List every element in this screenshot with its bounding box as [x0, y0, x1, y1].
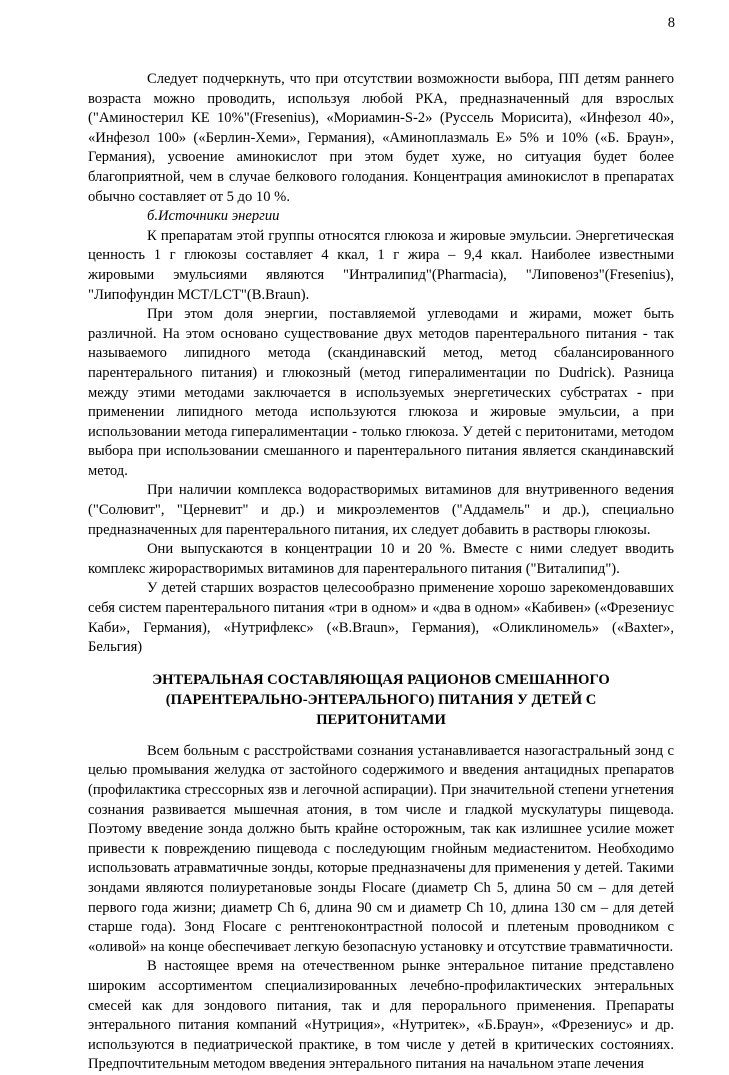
paragraph-energy-methods: При этом доля энергии, поставляемой углеводами и жирами, может быть различной. На этом основано существование двух методов парентерального питания - так называемого липидного метода (скандинавский метод, метод сбалансированного парентерального питания) и глюкозный (метод гипералиментации по Dudrick). Разница между этими методами заключается в используемых энергетических субстратах - при применении липидного метода используются глюкоза и жировые эмульсии, а при использовании метода гипералиментации - только глюкоза. У детей с перитонитами, методом выбора при использовании смешанного и парентерального питания является скандинавский метод.	[88, 306, 674, 479]
paragraph-amino-acids: Следует подчеркнуть, что при отсутствии возможности выбора, ПП детям раннего возраста можно проводить, используя любой РКА, предназначенный для взрослых ("Аминостерил КЕ 10%"(Fresenius), «Мориамин-S-2» (Руссель Морисита), «Инфезол 40», «Инфезол 100» («Берлин-Хеми», Германия), «Аминоплазмаль Е» 5% и 10% («Б. Браун», Германия), усвоение аминокислот при этом будет хуже, но ситуация будет более благоприятной, чем в случае белкового голодания. Концентрация аминокислот в препаратах обычно составляет от 5 до 10 %.	[88, 71, 674, 205]
page-number: 8	[667, 15, 675, 31]
section-heading: ЭНТЕРАЛЬНАЯ СОСТАВЛЯЮЩАЯ РАЦИОНОВ СМЕШАННОГО (ПАРЕНТЕРАЛЬНО-ЭНТЕРАЛЬНОГО) ПИТАНИЯ У ДЕТЕЙ С ПЕРИТОНИТАМИ	[152, 671, 610, 728]
page-content	[88, 70, 674, 1075]
subheading-energy-sources: б.Источники энергии	[147, 208, 280, 225]
paragraph-vitamins-water-soluble: При наличии комплекса водорастворимых витаминов для внутривенного ведения ("Солювит", "Церневит" и др.) и микроэлементов ("Аддамель" и др.), специально предназначенных для парентерального питания, их следует добавить в растворы глюкозы.	[88, 482, 674, 538]
paragraph-enteral-market: В настоящее время на отечественном рынке энтеральное питание представлено широким ассортиментом специализированных лечебно-профилактических энтеральных смесей как для зондового питания, так и для перорального применения. Препараты энтерального питания компаний «Нутриция», «Нутритек», «Б.Браун», «Фрезениус» и др. используются в педиатрической практике, в том числе у детей в критических состояниях. Предпочтительным методом введения энтерального питания на начальном этапе лечения	[88, 958, 674, 1073]
paragraph-nasogastric-tube: Всем больным с расстройствами сознания устанавливается назогастральный зонд с целью промывания желудка от застойного содержимого и введения антацидных препаратов (профилактика стрессорных язв и легочной аспирации). При значительной степени угнетения сознания развивается мышечная атония, в том числе и гладкой мускулатуры пищевода. Поэтому введение зонда должно быть крайне осторожным, так как излишнее усилие может привести к повреждению пищевода с последующим гнойным медиастенитом. Необходимо использовать атравматичные зонды, которые предназначены для применения у детей. Такими зондами являются полиуретановые зонды Flocare (диаметр Ch 5, длина 50 см – для детей первого года жизни; диаметр Ch 6, длина 90 см и диаметр Ch 10, длина 130 см – для детей старше года). Зонд Flocare с рентгеноконтрастной полосой и плетеным проводником с «оливой» на конце обеспечивает легкую безопасную установку и отсутствие травматичности.	[88, 742, 674, 955]
paragraph-vitamins-fat-soluble: Они выпускаются в концентрации 10 и 20 %. Вместе с ними следует вводить комплекс жирорастворимых витаминов для парентерального питания ("Виталипид").	[88, 541, 674, 577]
paragraph-all-in-one-systems: У детей старших возрастов целесообразно применение хорошо зарекомендовавших себя систем парентерального питания «три в одном» и «два в одном» «Кабивен» («Фрезениус Каби», Германия), «Нутрифлекс» («B.Braun», Германия), «Оликлиномель» («Baxter», Бельгия)	[88, 580, 674, 656]
paragraph-energy-preparations: К препаратам этой группы относятся глюкоза и жировые эмульсии. Энергетическая ценность 1 г глюкозы составляет 4 ккал, 1 г жира – 9,4 ккал. Наиболее известными жировыми эмульсиями являются "Интралипид"(Pharmacia), "Липовеноз"(Fresenius), "Липофундин MCT/LCT"(B.Braun).	[88, 227, 674, 303]
